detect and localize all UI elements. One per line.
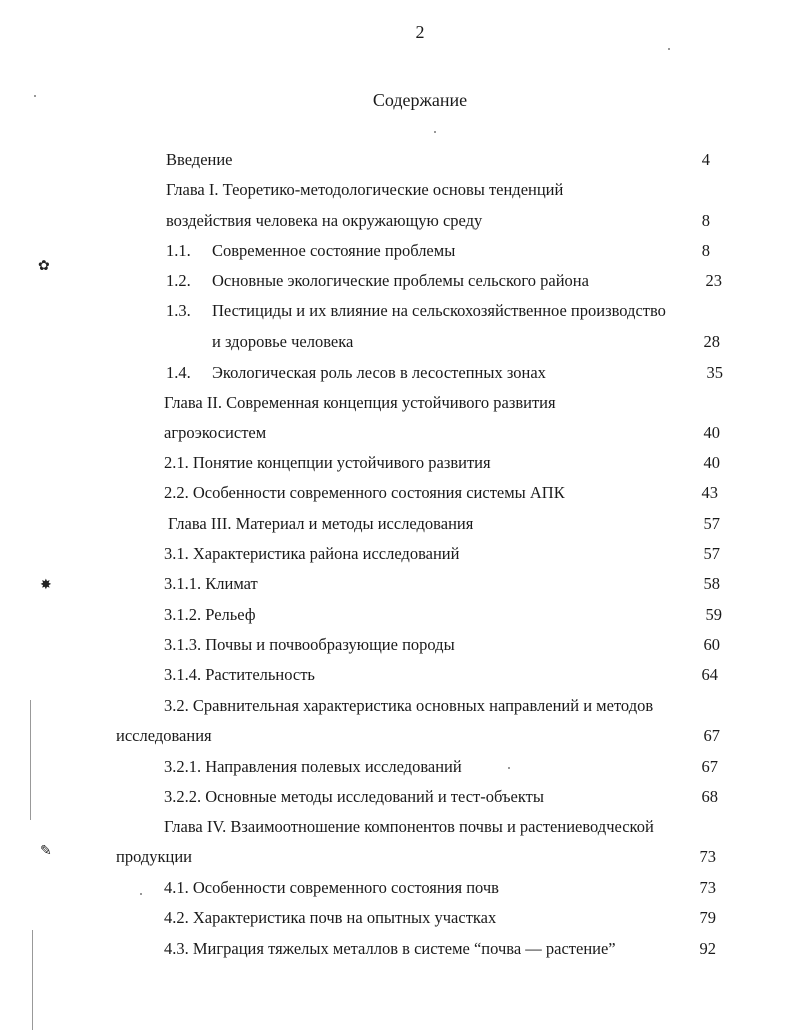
toc-entry-page: 59 <box>705 605 722 624</box>
scan-dot <box>140 893 142 895</box>
toc-entry-page: 57 <box>703 514 720 533</box>
toc-entry-page: 40 <box>703 423 720 442</box>
toc-entry-text: исследования <box>116 726 212 745</box>
toc-entry-number: 1.3. <box>166 301 191 320</box>
toc-entry-page: 57 <box>703 544 720 563</box>
toc-entry-text: продукции <box>116 847 193 866</box>
toc-entry-page: 40 <box>703 453 720 472</box>
toc-entry-text: Глава I. Теоретико-методологические основы тенденций <box>166 180 564 199</box>
toc-entry-page: 4 <box>701 150 710 169</box>
scan-mark-icon: ✎ <box>40 844 52 859</box>
scan-dot <box>434 131 436 133</box>
toc-entry-text: Введение <box>166 150 233 169</box>
toc-entry-text: 3.1.4. Растительность <box>164 665 315 684</box>
toc-entry-page: 79 <box>699 908 716 927</box>
toc-entry-text: 4.1. Особенности современного состояния почв <box>164 878 499 897</box>
toc-entry-text: 4.3. Миграция тяжелых металлов в системе “почва — растение” <box>164 939 616 958</box>
toc-entry-text: 2.1. Понятие концепции устойчивого развития <box>164 453 491 472</box>
toc-entry-page: 8 <box>701 211 710 230</box>
toc-entry-text: 2.2. Особенности современного состояния системы АПК <box>164 483 565 502</box>
toc-entry-page: 28 <box>703 332 720 351</box>
toc-entry-text: Пестициды и их влияние на сельскохозяйственное производство <box>212 301 666 320</box>
toc-entry-text: 3.1.3. Почвы и почвообразующие породы <box>164 635 455 654</box>
toc-entry-text: Глава III. Материал и методы исследования <box>168 514 474 533</box>
toc-entry-page: 92 <box>699 939 716 958</box>
toc-entry-page: 73 <box>699 847 716 866</box>
toc-entry-page: 67 <box>703 726 720 745</box>
toc-entry-text: 3.1.2. Рельеф <box>164 605 256 624</box>
toc-entry-text: воздействия человека на окружающую среду <box>166 211 483 230</box>
toc-entry-page: 67 <box>701 757 718 776</box>
scan-edge-line <box>32 930 33 1030</box>
toc-entry-page: 73 <box>699 878 716 897</box>
toc-entry-text: 3.2.1. Направления полевых исследований <box>164 757 462 776</box>
scan-dot <box>34 95 36 97</box>
toc-entry-text: 3.1. Характеристика района исследований <box>164 544 460 563</box>
toc-entry-page: 43 <box>701 483 718 502</box>
toc-entry-text: агроэкосистем <box>164 423 267 442</box>
toc-entry-page: 8 <box>701 241 710 260</box>
toc-entry-page: 35 <box>706 363 723 382</box>
scan-edge-line <box>30 700 31 820</box>
toc-entry-number: 1.1. <box>166 241 191 260</box>
toc-entry-number: 1.4. <box>166 363 191 382</box>
toc-entry-page: 60 <box>703 635 720 654</box>
scan-dot <box>508 767 510 769</box>
toc-entry-text: Основные экологические проблемы сельского района <box>212 271 589 290</box>
toc-entry-text: 3.2. Сравнительная характеристика основных направлений и методов <box>164 696 654 715</box>
page-title: Содержание <box>372 90 468 110</box>
toc-entry-text: 4.2. Характеристика почв на опытных участках <box>164 908 497 927</box>
toc-entry-text: Экологическая роль лесов в лесостепных зонах <box>212 363 546 382</box>
toc-entry-text: 3.2.2. Основные методы исследований и тест-объекты <box>164 787 544 806</box>
toc-entry-text: 3.1.1. Климат <box>164 574 258 593</box>
scan-mark-icon: ✸ <box>40 578 52 593</box>
toc-entry-text: Современное состояние проблемы <box>212 241 456 260</box>
toc-entry-page: 64 <box>701 665 718 684</box>
toc-entry-text: и здоровье человека <box>212 332 354 351</box>
toc-entry-number: 1.2. <box>166 271 191 290</box>
scan-dot <box>668 48 670 50</box>
toc-entry-page: 58 <box>703 574 720 593</box>
toc-entry-text: Глава II. Современная концепция устойчивого развития <box>164 393 556 412</box>
toc-entry-page: 68 <box>701 787 718 806</box>
scan-mark-icon: ✿ <box>38 259 50 274</box>
toc-entry-page: 23 <box>705 271 722 290</box>
page-number: 2 <box>415 22 425 42</box>
toc-entry-text: Глава IV. Взаимоотношение компонентов почвы и растениеводческой <box>164 817 654 836</box>
